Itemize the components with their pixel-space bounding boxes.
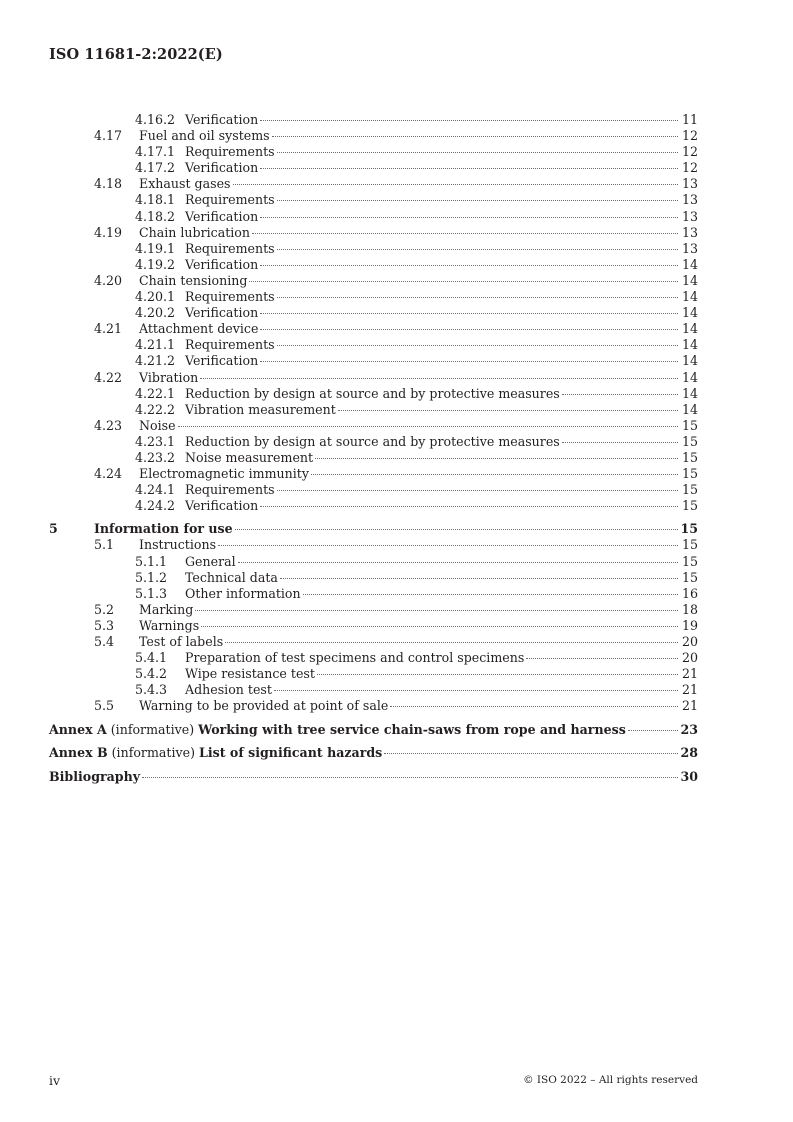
toc-entry-5[interactable] [49,521,698,537]
toc-entry-4-19-1[interactable] [49,241,698,257]
dot-leader [303,594,678,595]
toc-entry-number: 5.4.2 [135,666,168,682]
dot-leader [317,674,678,675]
toc-entry-page: 20 [681,634,698,649]
toc-entry-5-3[interactable] [49,618,698,634]
toc-entry-4-21-1[interactable] [49,337,698,353]
toc-entry-title: Reduction by design at source and by protective measures [185,385,560,401]
dot-leader [260,168,678,169]
toc-entry-title: Warnings [139,617,200,633]
toc-entry-page: 15 [681,433,698,449]
toc-entry-4-24-2[interactable] [49,498,698,514]
dot-leader [260,265,678,266]
toc-entry-title: Adhesion test [185,682,272,698]
toc-entry-title: Information for use [94,521,233,537]
toc-entry-page: 23 [680,721,698,737]
toc-entry-5-4[interactable] [49,634,698,650]
toc-entry-page: 15 [681,449,698,465]
table-of-contents [49,112,698,785]
toc-entry-4-22[interactable] [49,370,698,386]
dot-leader [315,458,678,459]
toc-entry-title: Warning to be provided at point of sale [139,698,389,714]
toc-entry-number: 4.18.2 [135,208,176,224]
toc-entry-4-21-2[interactable] [49,353,698,369]
dot-leader [233,184,678,185]
toc-entry-number: 4.17.2 [135,160,176,176]
toc-entry-title: Exhaust gases [139,176,231,192]
toc-entry-page: 14 [681,337,698,353]
toc-entry-number: 4.16.2 [135,112,176,127]
dot-leader [277,490,678,491]
toc-entry-page: 15 [681,466,698,482]
toc-entry-number: 4.23.2 [135,449,176,465]
dot-leader [260,120,678,121]
bibliography-title: Bibliography [49,768,141,784]
toc-entry-title: Electromagnetic immunity [139,466,309,482]
toc-entry-page: 18 [681,601,698,617]
toc-entry-4-23-1[interactable] [49,434,698,450]
dot-leader [277,200,678,201]
toc-entry-4-23[interactable] [49,418,698,434]
toc-entry-4-22-2[interactable] [49,402,698,418]
dot-leader [260,329,678,330]
toc-entry-page: 14 [681,272,698,288]
toc-entry-number: 4.17 [94,128,123,144]
toc-entry-page: 15 [681,537,698,553]
toc-entry-title: Requirements [185,482,275,498]
dot-leader [225,642,678,643]
toc-entry-title: Instructions [139,537,217,553]
dot-leader [142,777,678,778]
toc-entry-title: Vibration [139,369,199,385]
toc-entry-page: 14 [681,256,698,272]
toc-entry-title: Fuel and oil systems [139,128,270,144]
toc-entry-title: Preparation of test specimens and control specimens [185,650,525,666]
toc-entry-page: 11 [681,112,698,127]
dot-leader [277,297,678,298]
toc-entry-number: 4.20.2 [135,305,176,321]
toc-entry-number: 5 [49,521,58,537]
toc-entry-number: 4.22 [94,369,123,385]
toc-entry-4-16-2[interactable] [49,112,698,128]
annex-title: Working with tree service chain-saws from rope and harness [198,721,626,737]
toc-entry-page: 13 [681,176,698,192]
dot-leader [260,361,678,362]
dot-leader [238,562,678,563]
toc-entry-title: Requirements [185,144,275,160]
toc-entry-5-1-1[interactable] [49,554,698,570]
toc-entry-4-17[interactable] [49,128,698,144]
toc-entry-title: Verification [185,353,259,369]
toc-entry-number: 4.19.2 [135,256,176,272]
dot-leader [338,410,678,411]
toc-entry-4-19[interactable] [49,225,698,241]
toc-entry-number: 4.22.1 [135,385,176,401]
toc-entry-4-23-2[interactable] [49,450,698,466]
toc-entry-page: 12 [681,160,698,176]
toc-entry-number: 4.19.1 [135,240,176,256]
toc-entry-number: 4.17.1 [135,144,176,160]
toc-entry-4-18-2[interactable] [49,209,698,225]
dot-leader [526,658,678,659]
toc-entry-page: 15 [681,417,698,433]
toc-entry-page: 20 [681,650,698,666]
toc-entry-title: Requirements [185,192,275,208]
toc-entry-number: 5.1.2 [135,569,168,585]
toc-entry-number: 5.4.1 [135,650,168,666]
toc-entry-number: 4.23.1 [135,433,176,449]
toc-entry-title: Noise [139,417,176,433]
toc-entry-5-1-3[interactable] [49,586,698,602]
dot-leader [311,474,678,475]
toc-entry-page: 15 [681,498,698,514]
toc-entry-number: 5.1.3 [135,585,168,601]
toc-entry-bibliography[interactable] [49,769,698,785]
dot-leader [195,610,678,611]
dot-leader [201,626,678,627]
toc-entry-title: Attachment device [139,321,259,337]
toc-entry-page: 14 [681,401,698,417]
dot-leader [272,136,678,137]
toc-entry-title: Verification [185,305,259,321]
toc-entry-number: 4.21.1 [135,337,176,353]
toc-entry-5-1-2[interactable] [49,570,698,586]
toc-entry-title: Reduction by design at source and by protective measures [185,433,560,449]
toc-entry-title: Technical data [185,569,278,585]
toc-entry-page: 14 [681,353,698,369]
toc-entry-title: Other information [185,585,301,601]
toc-entry-number: 5.4.3 [135,682,168,698]
toc-entry-page: 14 [681,385,698,401]
toc-entry-number: 4.24 [94,466,123,482]
toc-entry-title: Requirements [185,240,275,256]
toc-entry-4-17-1[interactable] [49,144,698,160]
dot-leader [280,578,678,579]
toc-entry-annex-b[interactable] [49,745,698,761]
toc-entry-number: 5.1 [94,537,115,553]
toc-entry-page: 21 [681,666,698,682]
dot-leader [249,281,678,282]
toc-entry-page: 21 [681,698,698,714]
page-number: iv [49,1073,61,1088]
toc-entry-page: 15 [681,569,698,585]
toc-entry-number: 4.22.2 [135,401,176,417]
annex-type: (informative) [110,721,195,737]
toc-entry-number: 5.4 [94,634,115,649]
annex-id: Annex B [49,745,108,761]
toc-entry-page: 13 [681,208,698,224]
document-id-header: ISO 11681-2:2022(E) [49,46,223,63]
toc-entry-page: 28 [680,745,698,761]
dot-leader [277,249,678,250]
dot-leader [277,152,678,153]
toc-entry-title: Vibration measurement [185,401,336,417]
dot-leader [218,545,678,546]
toc-entry-5-2[interactable] [49,602,698,618]
toc-entry-title: Wipe resistance test [185,666,315,682]
toc-entry-title: Verification [185,112,259,127]
toc-entry-number: 4.19 [94,224,123,240]
toc-entry-page: 12 [681,128,698,144]
toc-entry-title: Chain tensioning [139,272,248,288]
toc-entry-number: 4.21 [94,321,123,337]
toc-entry-page: 19 [681,617,698,633]
toc-entry-page: 13 [681,240,698,256]
toc-entry-4-17-2[interactable] [49,160,698,176]
dot-leader [252,233,678,234]
toc-entry-4-18[interactable] [49,176,698,192]
toc-entry-page: 15 [680,521,698,537]
toc-entry-5-4-3[interactable] [49,682,698,698]
toc-entry-4-24-1[interactable] [49,482,698,498]
toc-entry-4-20[interactable] [49,273,698,289]
toc-entry-title: Requirements [185,337,275,353]
toc-entry-number: 4.23 [94,417,123,433]
toc-entry-title: Marking [139,601,194,617]
dot-leader [178,426,678,427]
annex-title: List of significant hazards [198,745,383,761]
toc-entry-page: 16 [681,585,698,601]
copyright-notice: © ISO 2022 – All rights reserved [523,1074,698,1086]
toc-entry-page: 13 [681,224,698,240]
toc-entry-page: 15 [681,553,698,569]
toc-entry-number: 4.24.1 [135,482,176,498]
toc-entry-title: Test of labels [139,634,224,649]
toc-entry-page: 15 [681,482,698,498]
toc-entry-number: 5.3 [94,617,115,633]
toc-entry-number: 4.21.2 [135,353,176,369]
toc-entry-page: 12 [681,144,698,160]
toc-entry-page: 30 [680,768,698,784]
toc-entry-number: 5.1.1 [135,553,168,569]
toc-entry-4-21[interactable] [49,321,698,337]
dot-leader [235,529,678,530]
dot-leader [200,378,678,379]
toc-entry-annex-a[interactable] [49,722,698,738]
toc-entry-number: 5.5 [94,698,115,714]
toc-entry-title: Verification [185,160,259,176]
dot-leader [390,706,678,707]
dot-leader [260,217,678,218]
toc-entry-5-4-1[interactable] [49,650,698,666]
toc-entry-4-19-2[interactable] [49,257,698,273]
toc-entry-title: Verification [185,498,259,514]
toc-entry-page: 14 [681,321,698,337]
toc-entry-page: 14 [681,289,698,305]
toc-entry-title: Verification [185,208,259,224]
toc-entry-5-5[interactable] [49,698,698,714]
dot-leader [277,345,678,346]
annex-type: (informative) [111,745,195,761]
dot-leader [260,506,678,507]
toc-entry-page: 21 [681,682,698,698]
toc-entry-page: 14 [681,305,698,321]
toc-entry-title: Verification [185,256,259,272]
toc-entry-4-18-1[interactable] [49,192,698,208]
toc-entry-4-20-1[interactable] [49,289,698,305]
annex-id: Annex A [49,721,107,737]
toc-entry-4-20-2[interactable] [49,305,698,321]
toc-entry-number: 4.18 [94,176,123,192]
toc-entry-title: General [185,553,236,569]
toc-entry-page: 13 [681,192,698,208]
dot-leader [562,442,678,443]
dot-leader [274,690,678,691]
toc-entry-number: 5.2 [94,601,115,617]
toc-entry-5-1[interactable] [49,537,698,553]
toc-entry-4-22-1[interactable] [49,386,698,402]
toc-entry-title: Chain lubrication [139,224,250,240]
toc-entry-number: 4.20 [94,272,123,288]
dot-leader [384,753,678,754]
toc-entry-number: 4.18.1 [135,192,176,208]
dot-leader [260,313,678,314]
dot-leader [628,730,678,731]
toc-entry-number: 4.20.1 [135,289,176,305]
toc-entry-number: 4.24.2 [135,498,176,514]
toc-entry-5-4-2[interactable] [49,666,698,682]
toc-entry-title: Noise measurement [185,449,314,465]
dot-leader [562,394,678,395]
toc-entry-title: Requirements [185,289,275,305]
toc-entry-4-24[interactable] [49,466,698,482]
toc-entry-page: 14 [681,369,698,385]
